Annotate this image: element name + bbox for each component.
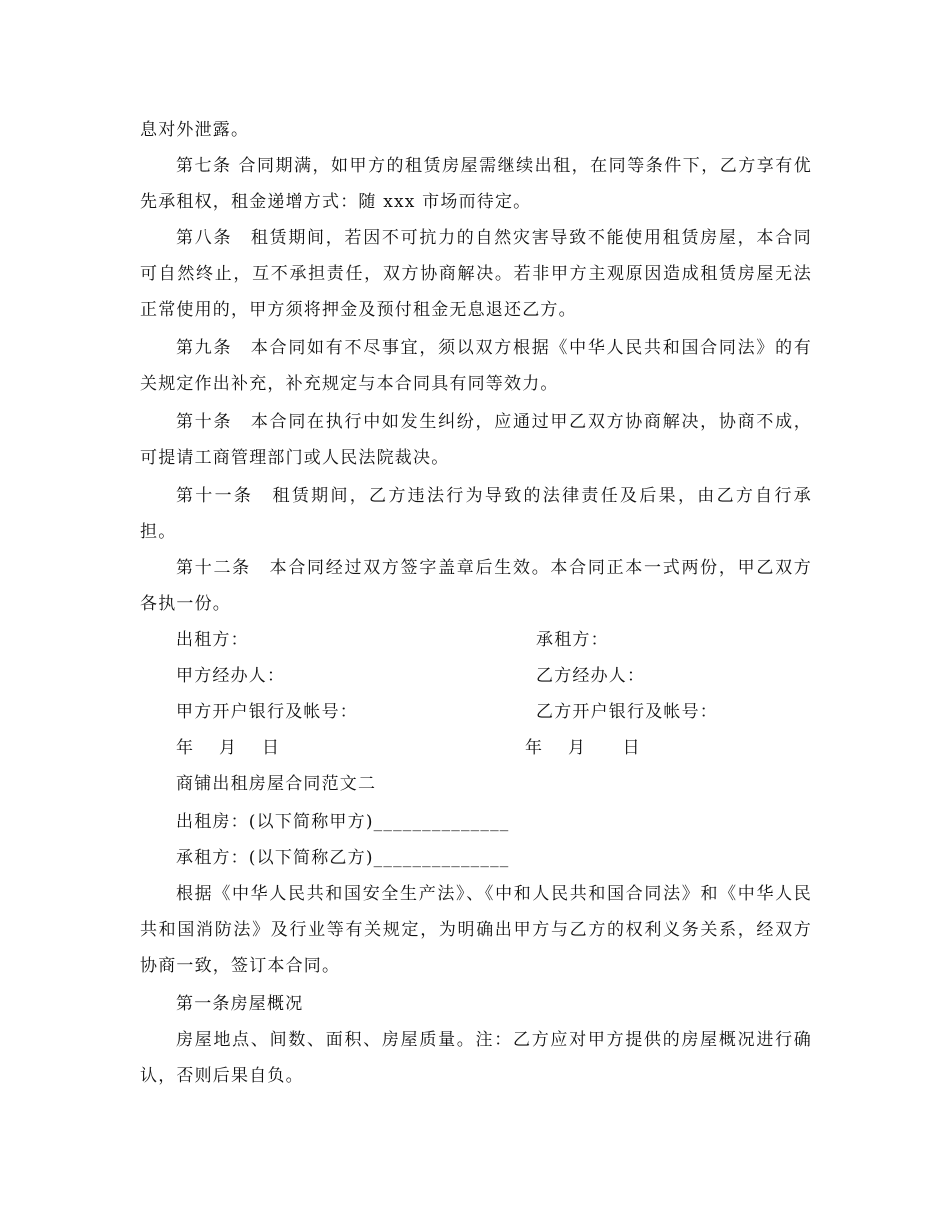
preamble: 根据《中华人民共和国安全生产法》、《中和人民共和国合同法》和《中华人民共和国消防法》及行业等有关规定，为明确出甲方与乙方的权利义务关系，经双方协商一致，签订本合同。 <box>140 884 812 976</box>
party-a-bank-label: 甲方开户银行及帐号： <box>176 702 358 722</box>
article-9: 第九条 本合同如有不尽事宜，须以双方根据《中华人民共和国合同法》的有关规定作出补充，补充规定与本合同具有同等效力。 <box>140 338 812 394</box>
lessor-line: 出租房：(以下简称甲方)______________ <box>176 812 510 832</box>
article-7: 第七条 合同期满，如甲方的租赁房屋需继续出租，在同等条件下，乙方享有优先承租权，租金递增方式：随 xxx 市场而待定。 <box>140 156 812 212</box>
lessee-line: 承租方：(以下简称乙方)______________ <box>176 848 510 868</box>
article-10: 第十条 本合同在执行中如发生纠纷，应通过甲乙双方协商解决，协商不成，可提请工商管理部门或人民法院裁决。 <box>140 412 812 468</box>
article-8: 第八条 租赁期间，若因不可抗力的自然灾害导致不能使用租赁房屋，本合同可自然终止，互不承担责任，双方协商解决。若非甲方主观原因造成租赁房屋无法正常使用的，甲方须将押金及预付租金无息退还乙方。 <box>140 228 812 320</box>
paragraph-continuation: 息对外泄露。 <box>140 120 250 140</box>
date-left: 年 月 日 <box>176 738 281 758</box>
second-contract-title: 商铺出租房屋合同范文二 <box>176 774 377 794</box>
article-12: 第十二条 本合同经过双方签字盖章后生效。本合同正本一式两份，甲乙双方各执一份。 <box>140 558 812 614</box>
lessee-label: 承租方： <box>536 630 609 650</box>
party-a-agent-label: 甲方经办人： <box>176 666 286 686</box>
date-right: 年 月 日 <box>525 738 641 758</box>
article-1-title: 第一条房屋概况 <box>176 994 304 1014</box>
lessor-label: 出租方： <box>176 630 249 650</box>
article-11: 第十一条 租赁期间，乙方违法行为导致的法律责任及后果，由乙方自行承担。 <box>140 486 812 542</box>
party-b-agent-label: 乙方经办人： <box>536 666 646 686</box>
party-b-bank-label: 乙方开户银行及帐号： <box>536 702 718 722</box>
article-1-body: 房屋地点、间数、面积、房屋质量。注：乙方应对甲方提供的房屋概况进行确认，否则后果自负。 <box>140 1030 812 1086</box>
